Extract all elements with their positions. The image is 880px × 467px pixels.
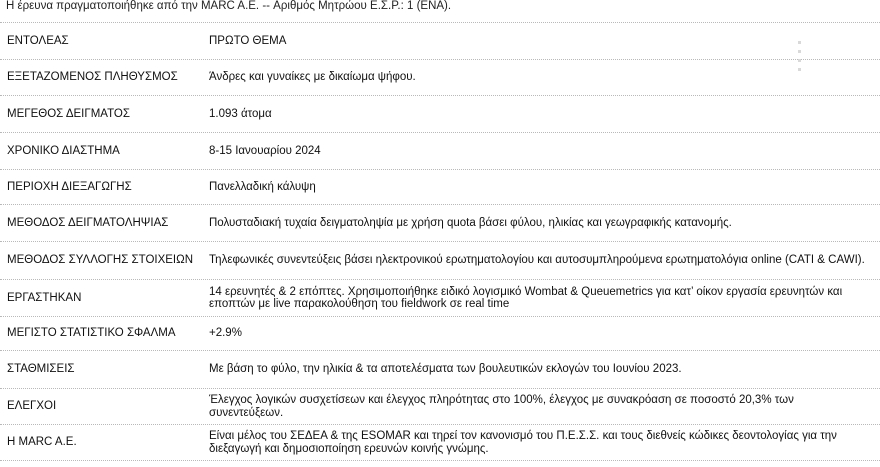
row-value: ΠΡΩΤΟ ΘΕΜΑ	[209, 34, 287, 47]
row-value: Πολυσταδιακή τυχαία δειγματοληψία με χρήση quota βάσει φύλου, ηλικίας και γεωγραφικής κατανομής.	[209, 216, 732, 229]
row-label: ΕΡΓΑΣΤΗΚΑΝ	[7, 291, 82, 304]
row-label: ΜΕΓΙΣΤΟ ΣΤΑΤΙΣΤΙΚΟ ΣΦΑΛΜΑ	[7, 327, 176, 339]
row-value: 14 ερευνητές & 2 επόπτες. Χρησιμοποιήθηκε ειδικό λογισμικό Wombat & Queuemetrics για κατ’ οίκον εργασία ερευνητών και εποπτών με live παρακολούθηση του fieldwork σε real time	[209, 285, 843, 310]
dot	[798, 50, 801, 53]
table-row	[0, 60, 880, 96]
table-row	[0, 23, 880, 60]
survey-info-table	[0, 22, 880, 461]
row-value: Έλεγχος λογικών συσχετίσεων και έλεγχος πληρότητας στο 100%, έλεγχος με συνακρόαση σε ποσοστό 20,3% των συνεντεύξεων.	[209, 394, 794, 419]
row-value: Με βάση το φύλο, την ηλικία & τα αποτελέσματα των βουλευτικών εκλογών του Ιουνίου 2023.	[209, 363, 682, 376]
survey-header-note: Η έρευνα πραγματοποιήθηκε από την MARC A.E. -- Αριθμός Μητρώου Ε.Σ.Ρ.: 1 (ΕΝΑ).	[6, 0, 452, 12]
table-row	[0, 133, 880, 170]
dot	[798, 59, 801, 62]
row-label: ΕΝΤΟΛΕΑΣ	[7, 34, 69, 47]
row-label: Η MARC A.E.	[7, 436, 77, 448]
table-row	[0, 170, 880, 205]
row-label: ΜΕΘΟΔΟΣ ΔΕΙΓΜΑΤΟΛΗΨΙΑΣ	[7, 216, 169, 229]
row-label: ΧΡΟΝΙΚΟ ΔΙΑΣΤΗΜΑ	[7, 144, 120, 157]
table-row	[0, 280, 880, 317]
dot	[798, 68, 801, 71]
table-row	[0, 317, 880, 351]
row-value: 1.093 άτομα	[209, 107, 272, 120]
row-value: Τηλεφωνικές συνεντεύξεις βάσει ηλεκτρονικού ερωτηματολογίου και αυτοσυμπληρούμενα ερωτηματολόγια online (CATI & CAWI).	[209, 254, 865, 267]
table-row	[0, 425, 880, 461]
row-label: ΠΕΡΙΟΧΗ ΔΙΕΞΑΓΩΓΗΣ	[7, 180, 132, 193]
row-value: Πανελλαδική κάλυψη	[209, 180, 316, 193]
row-label: ΕΛΕΓΧΟΙ	[7, 400, 57, 412]
dot	[798, 41, 801, 44]
row-label: ΜΕΘΟΔΟΣ ΣΥΛΛΟΓΗΣ ΣΤΟΙΧΕΙΩΝ	[7, 254, 194, 266]
row-label: ΣΤΑΘΜΙΣΕΙΣ	[7, 363, 75, 375]
table-row	[0, 96, 880, 133]
table-row	[0, 389, 880, 425]
table-row	[0, 242, 880, 280]
row-value: +2.9%	[209, 327, 242, 340]
decorative-dots	[798, 41, 804, 91]
row-label: ΕΞΕΤΑΖΟΜΕΝΟΣ ΠΛΗΘΥΣΜΟΣ	[7, 71, 178, 83]
row-value: Είναι μέλος του ΣΕΔΕΑ & της ESOMAR και τηρεί τον κανονισμό του Π.Ε.Σ.Σ. και τους διεθνείς κώδικες δεοντολογίας για την διεξαγωγή και δημοσιοποίηση ερευνών κοινής γνώμης.	[209, 430, 837, 455]
row-value: 8-15 Ιανουαρίου 2024	[209, 144, 321, 157]
table-row	[0, 205, 880, 242]
row-label: ΜΕΓΕΘΟΣ ΔΕΙΓΜΑΤΟΣ	[7, 107, 130, 120]
table-row	[0, 351, 880, 389]
row-value: Άνδρες και γυναίκες με δικαίωμα ψήφου.	[209, 71, 416, 84]
